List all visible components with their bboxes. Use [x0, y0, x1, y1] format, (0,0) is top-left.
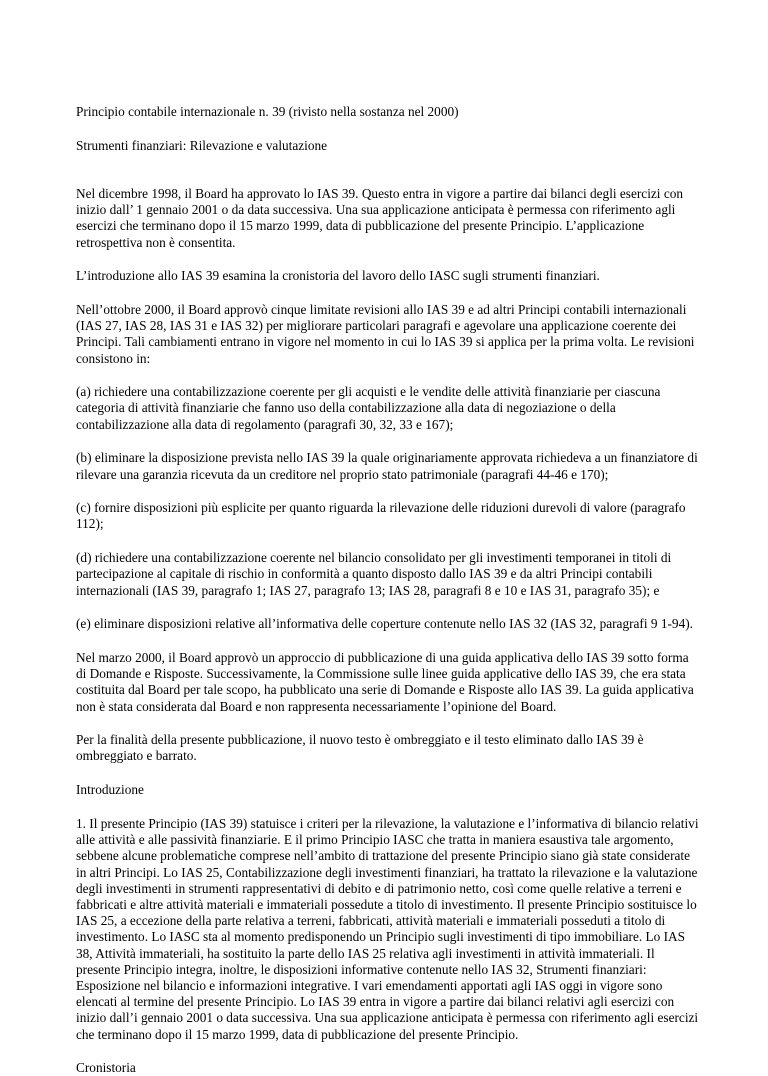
paragraph-shading-note: Per la finalità della presente pubblicazione, il nuovo testo è ombreggiato e il testo eliminato dallo IAS 39 è ombreggiato e barrato. [76, 732, 644, 764]
paragraph-october-revisions: Nell’ottobre 2000, il Board approvò cinque limitate revisioni allo IAS 39 e ad altri Principi contabili internazionali (IAS 27, IAS 28, IAS 31 e IAS 32) per migliorare particolari paragrafi e agevolare una applicazione coerente dei Principi. Tali cambiamenti entrano in vigore nel momento in cui lo IAS 39 si applica per la prima volta. Le revisioni consistono in: [76, 301, 695, 366]
paragraph-introduction-note: L’introduzione allo IAS 39 esamina la cronistoria del lavoro dello IASC sugli strumenti finanziari. [76, 268, 600, 284]
document-subtitle: Strumenti finanziari: Rilevazione e valutazione [76, 137, 328, 153]
paragraph-effective-date: Nel dicembre 1998, il Board ha approvato lo IAS 39. Questo entra in vigore a partire dai bilanci degli esercizi con inizio dall’ 1 gennaio 2001 o da data successiva. Una sua applicazione anticipata è permessa con riferimento agli esercizi che terminano dopo il 15 marzo 1999, data di pubblicazione del presente Principio. L’applicazione retrospettiva non è consentita. [76, 185, 684, 250]
revision-item-e: (e) eliminare disposizioni relative all’informativa delle coperture contenute nello IAS 32 (IAS 32, paragrafi 9 1-94). [76, 616, 693, 632]
revision-item-c: (c) fornire disposizioni più esplicite per quanto riguarda la rilevazione delle riduzioni durevoli di valore (paragrafo 112); [76, 500, 686, 532]
section-heading-introduzione: Introduzione [76, 782, 144, 798]
document-title: Principio contabile internazionale n. 39 (rivisto nella sostanza nel 2000) [76, 104, 459, 119]
intro-paragraph-1: 1. Il presente Principio (IAS 39) statuisce i criteri per la rilevazione, la valutazione e l’informativa di bilancio relativi alle attività e alle passività finanziarie. E il primo Principio IASC che tratta in maniera esaustiva tale argomento, sebbene alcune problematiche comprese nell’ambito di trattazione del presente Principio siano già state considerate in altri Principi. Lo IAS 25, Contabilizzazione degli investimenti finanziari, ha trattato la rilevazione e la valutazione degli investimenti in strumenti rappresentativi di debito e di patrimonio netto, così come quelle relative a terreni e fabbricati e altre attività materiali e immateriali possedute a titolo di investimento. Il presente Principio sostituisce lo IAS 25, a eccezione della parte relativa a terreni, fabbricati, attività materiali e immateriali posseduti a titolo di investimento. Lo IASC sta al momento predisponendo un Principio sugli investimenti di tipo immobiliare. Lo IAS 38, Attività immateriali, ha sostituito la parte dello IAS 25 relativa agli investimenti in attività immateriali. Il presente Principio integra, inoltre, le disposizioni informative contenute nello IAS 32, Strumenti finanziari: Esposizione nel bilancio e informazioni integrative. I vari emendamenti apportati agli IAS oggi in vigore sono elencati al termine del presente Principio. Lo IAS 39 entra in vigore a partire dai bilanci relativi agli esercizi con inizio dall’i gennaio 2001 o data successiva. Una sua applicazione anticipata è permessa con riferimento agli esercizi che terminano dopo il 15 marzo 1999, data di pubblicazione del presente Principio. [76, 815, 699, 1042]
section-heading-cronistoria: Cronistoria [76, 1060, 136, 1076]
revision-item-a: (a) richiedere una contabilizzazione coerente per gli acquisti e le vendite delle attività finanziarie per ciascuna categoria di attività finanziarie che fanno uso della contabilizzazione alla data di negoziazione o della contabilizzazione alla data di regolamento (paragrafi 30, 32, 33 e 167); [76, 384, 661, 432]
revision-item-b: (b) eliminare la disposizione prevista nello IAS 39 la quale originariamente approvata richiedeva a un finanziatore di rilevare una garanzia ricevuta da un creditore nel proprio stato patrimoniale (paragrafi 44-46 e 170); [76, 450, 698, 482]
revision-item-d: (d) richiedere una contabilizzazione coerente nel bilancio consolidato per gli investimenti temporanei in titoli di partecipazione al capitale di rischio in conformità a quanto disposto dallo IAS 39 e da altri Principi contabili internazionali (IAS 39, paragrafo 1; IAS 27, paragrafo 13; IAS 28, paragrafi 8 e 10 e IAS 31, paragrafo 35); e [76, 550, 672, 598]
paragraph-march-guidance: Nel marzo 2000, il Board approvò un approccio di pubblicazione di una guida applicativa dello IAS 39 sotto forma di Domande e Risposte. Successivamente, la Commissione sulle linee guida applicative dello IAS 39, che era stata costituita dal Board per tale scopo, ha pubblicato una serie di Domande e Risposte allo IAS 39. La guida applicativa non è stata considerata dal Board e non rappresenta necessariamente l’opinione del Board. [76, 649, 694, 714]
document-body [76, 104, 702, 1076]
